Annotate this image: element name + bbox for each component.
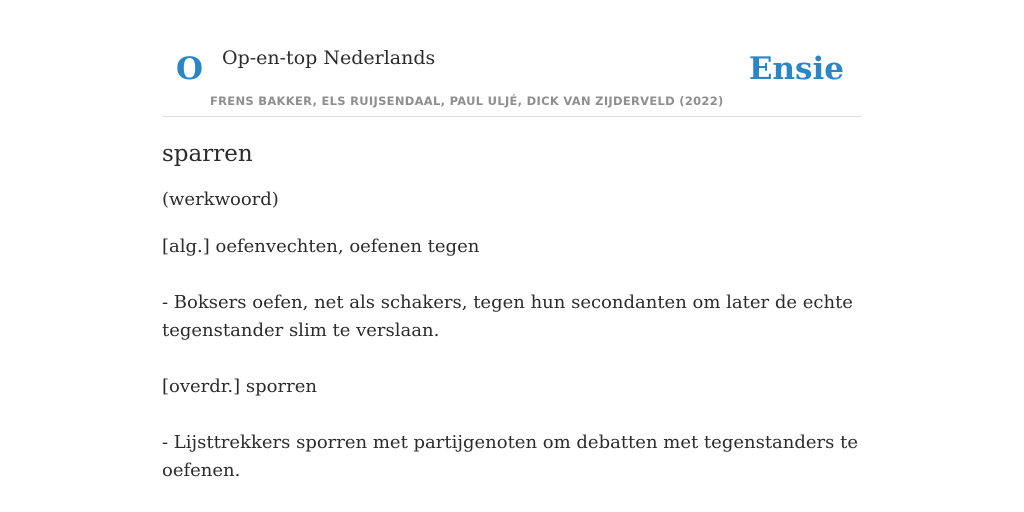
source-title-link[interactable]: Op-en-top Nederlands [222,47,436,69]
sense-figurative: [overdr.] sporren [162,376,317,397]
ensie-logo-link[interactable]: Ensie [748,51,844,87]
example-sentence-2: - Lijsttrekkers sporren met partijgenoten om debatten met tegenstanders te oefenen. [162,432,859,481]
headword: sparren [162,141,253,167]
entry-header [162,0,862,117]
source-authors: FRENS BAKKER, ELS RUIJSENDAAL, PAUL ULJÉ, DICK VAN ZIJDERVELD (2022) [210,94,724,108]
sense-general: [alg.] oefenvechten, oefenen tegen [162,236,480,257]
word-class: (werkwoord) [162,189,279,210]
example-sentence-1: - Boksers oefen, net als schakers, tegen hun secondanten om later de echte tegenstander slim te verslaan. [162,292,853,341]
letter-logo: O [176,51,204,87]
entry-content [162,136,862,485]
